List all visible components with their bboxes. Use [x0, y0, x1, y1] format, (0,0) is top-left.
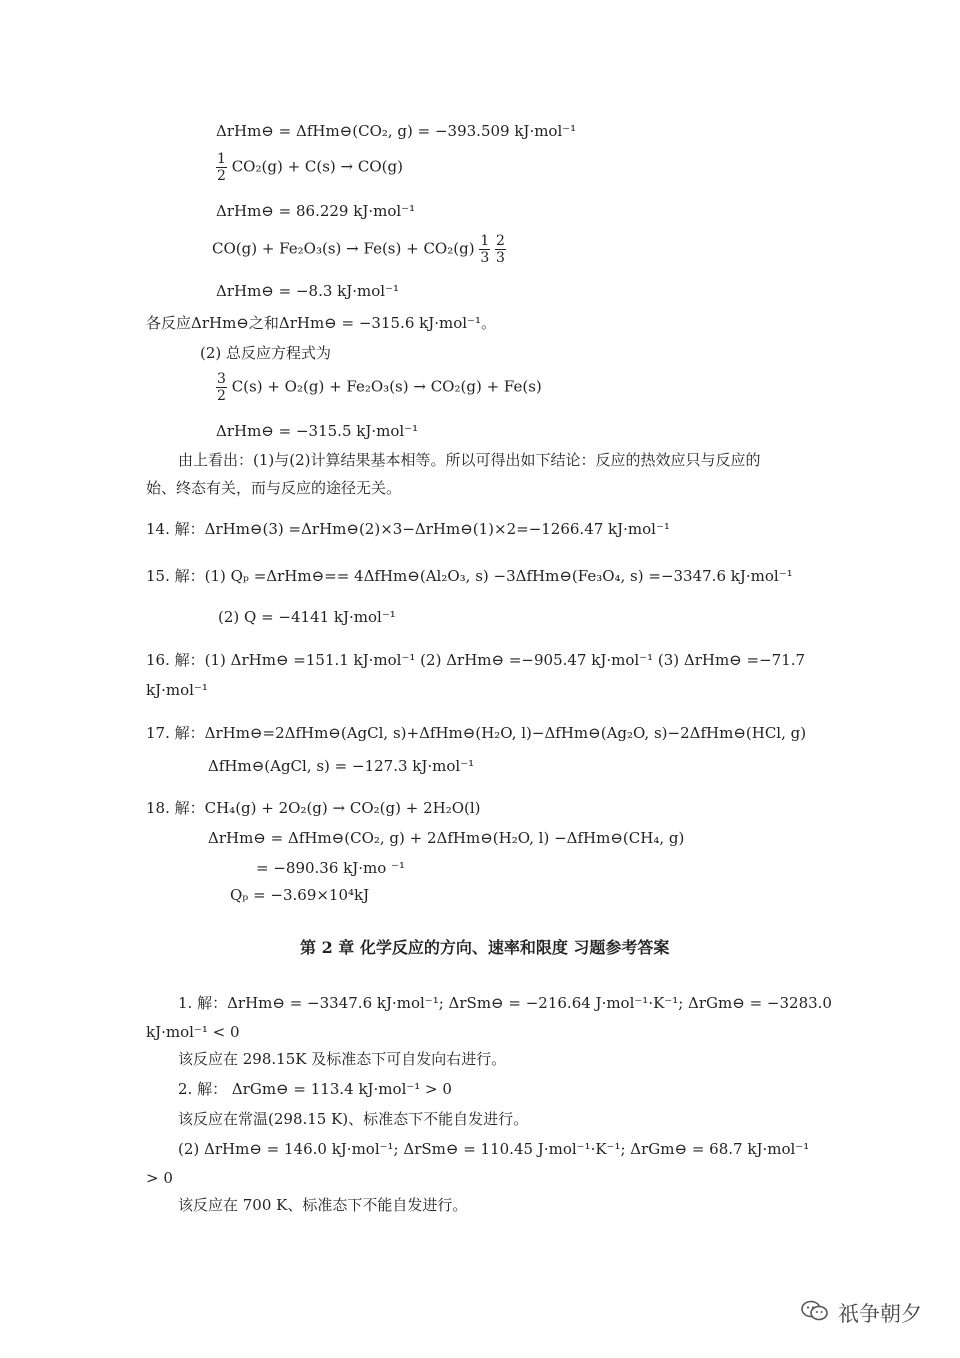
- wechat-icon: [800, 1299, 830, 1328]
- paragraph: 该反应在常温(298.15 K)、标准态下不能自发进行。: [178, 1110, 529, 1128]
- ch2-answer-2-part2: (2) ΔrHm⊖ = 146.0 kJ·mol⁻¹; ΔrSm⊖ = 110.45 J·mol⁻¹·K⁻¹; ΔrGm⊖ = 68.7 kJ·mol⁻¹: [178, 1140, 810, 1158]
- fraction: $\frac{3}{2}$: [217, 371, 226, 404]
- chapter-title: 第 2 章 化学反应的方向、速率和限度 习题参考答案: [300, 938, 670, 957]
- watermark: [800, 1298, 922, 1328]
- equation-line: $\frac{3}{2}$ C(s) + O₂(g) + Fe₂O₃(s) → CO₂(g) + Fe(s): [217, 371, 542, 404]
- answer-18-enthalpy: ΔrHm⊖ = ΔfHm⊖(CO₂, g) + 2ΔfHm⊖(H₂O, l) −ΔfHm⊖(CH₄, g): [208, 829, 685, 847]
- answer-16-cont: kJ·mol⁻¹: [146, 681, 208, 699]
- answer-14: 14. 解：ΔrHm⊖(3) =ΔrHm⊖(2)×3−ΔrHm⊖(1)×2=−1266.47 kJ·mol⁻¹: [146, 520, 670, 538]
- answer-18: 18. 解：CH₄(g) + 2O₂(g) → CO₂(g) + 2H₂O(l): [146, 799, 481, 817]
- ch2-answer-2-cont: > 0: [146, 1169, 173, 1187]
- answer-18-heat: Qₚ = −3.69×10⁴kJ: [230, 886, 370, 904]
- paragraph: 该反应在 298.15K 及标准态下可自发向右进行。: [178, 1050, 507, 1068]
- equation-line: $\frac{1}{2}$ CO₂(g) + C(s) → CO(g): [217, 151, 403, 184]
- ch2-answer-1: 1. 解：ΔrHm⊖ = −3347.6 kJ·mol⁻¹; ΔrSm⊖ = −216.64 J·mol⁻¹·K⁻¹; ΔrGm⊖ = −3283.0: [178, 994, 832, 1012]
- equation-line: ΔrHm⊖ = −8.3 kJ·mol⁻¹: [216, 282, 400, 300]
- watermark-text: 祇争朝夕: [838, 1302, 922, 1326]
- paragraph: 各反应ΔrHm⊖之和ΔrHm⊖ = −315.6 kJ·mol⁻¹。: [146, 314, 496, 332]
- answer-15: 15. 解：(1) Qₚ =ΔrHm⊖== 4ΔfHm⊖(Al₂O₃, s) −3ΔfHm⊖(Fe₃O₄, s) =−3347.6 kJ·mol⁻¹: [146, 567, 793, 585]
- equation-line: ΔrHm⊖ = −315.5 kJ·mol⁻¹: [216, 422, 419, 440]
- paragraph: 由上看出：(1)与(2)计算结果基本相等。所以可得出如下结论：反应的热效应只与反应的: [178, 451, 761, 469]
- answer-18-value: = −890.36 kJ·mo ⁻¹: [256, 859, 405, 877]
- equation-line: ΔrHm⊖ = 86.229 kJ·mol⁻¹: [216, 202, 416, 220]
- fraction: $\frac{1}{2}$: [217, 151, 226, 184]
- equation-line: ΔrHm⊖ = ΔfHm⊖(CO₂, g) = −393.509 kJ·mol⁻¹: [216, 122, 577, 140]
- answer-15-part2: (2) Q = −4141 kJ·mol⁻¹: [218, 608, 396, 626]
- ch2-answer-1-cont: kJ·mol⁻¹ < 0: [146, 1023, 240, 1041]
- fraction: $\frac{2}{3}$: [496, 233, 505, 266]
- answer-16: 16. 解：(1) ΔrHm⊖ =151.1 kJ·mol⁻¹ (2) ΔrHm⊖ =−905.47 kJ·mol⁻¹ (3) ΔrHm⊖ =−71.7: [146, 651, 806, 669]
- paragraph: 该反应在 700 K、标准态下不能自发进行。: [178, 1196, 468, 1214]
- ch2-answer-2: 2. 解： ΔrGm⊖ = 113.4 kJ·mol⁻¹ > 0: [178, 1080, 452, 1098]
- equation-line: CO(g) + Fe₂O₃(s) → Fe(s) + CO₂(g) $\frac{1}{3}$ $\frac{2}{3}$: [212, 233, 505, 266]
- fraction: $\frac{1}{3}$: [480, 233, 490, 266]
- answer-17-result: ΔfHm⊖(AgCl, s) = −127.3 kJ·mol⁻¹: [208, 757, 475, 775]
- paragraph: (2) 总反应方程式为: [200, 344, 332, 362]
- paragraph: 始、终态有关，而与反应的途径无关。: [146, 479, 402, 497]
- answer-17: 17. 解：ΔrHm⊖=2ΔfHm⊖(AgCl, s)+ΔfHm⊖(H₂O, l)−ΔfHm⊖(Ag₂O, s)−2ΔfHm⊖(HCl, g): [146, 724, 807, 742]
